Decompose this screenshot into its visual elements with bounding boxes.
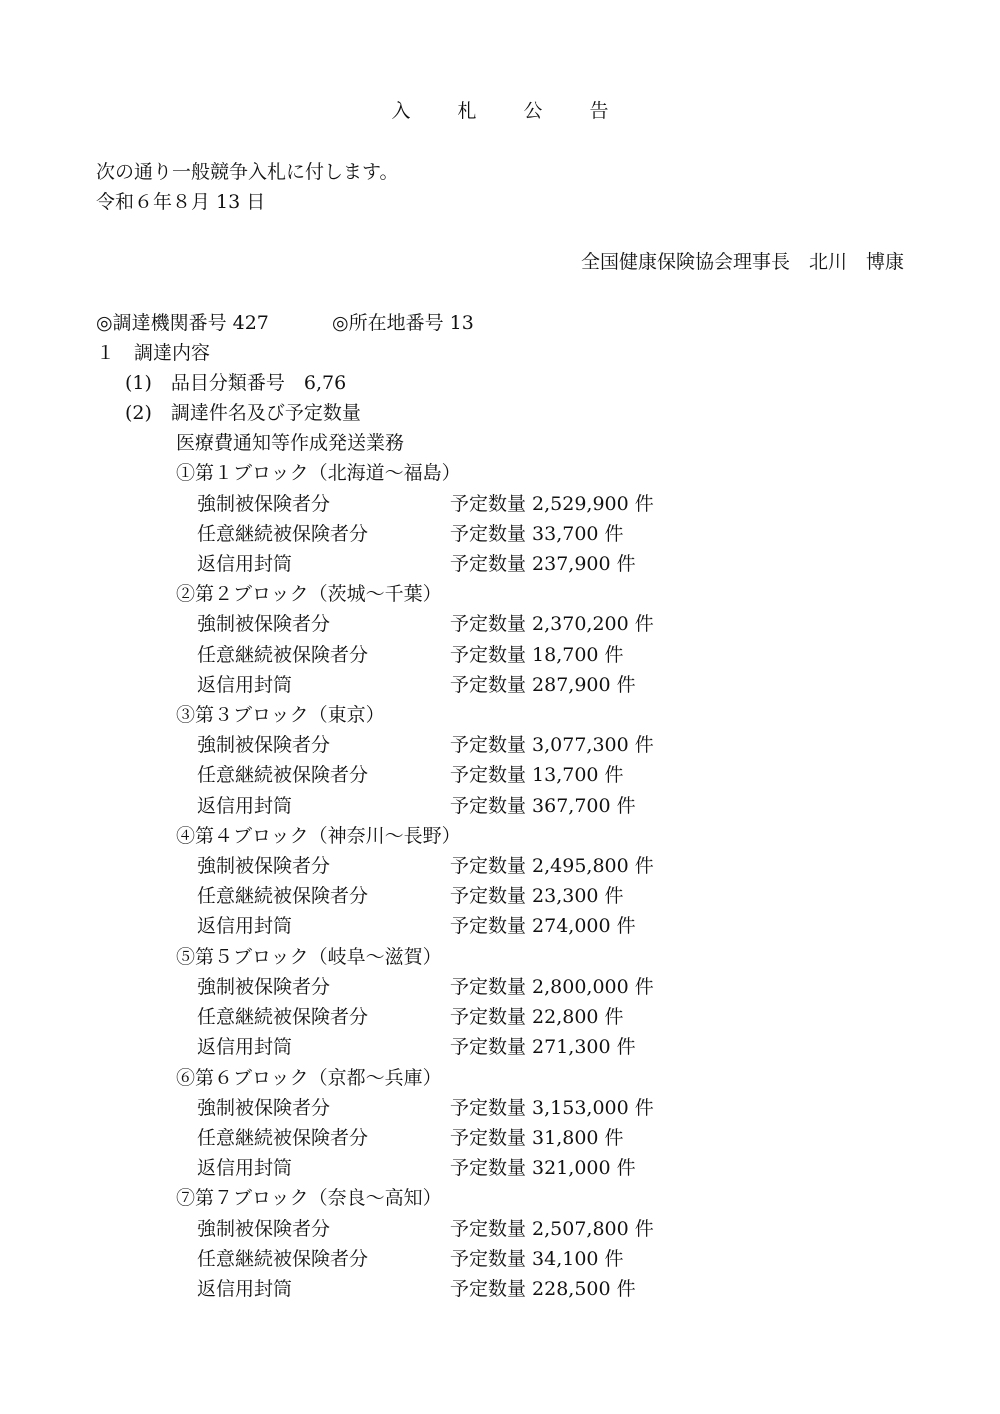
row-label: 返信用封筒 <box>197 1157 293 1179</box>
item-subject-quantity: (2) 調達件名及び予定数量 <box>125 402 361 424</box>
agency-number: ◎調達機関番号 427 <box>96 312 269 334</box>
intro-text: 次の通り一般競争入札に付します。 <box>96 161 399 183</box>
row-quantity: 予定数量 2,495,800 件 <box>450 855 654 877</box>
row-quantity: 予定数量 2,370,200 件 <box>450 613 654 635</box>
row-quantity: 予定数量 367,700 件 <box>450 795 636 817</box>
row-quantity: 予定数量 274,000 件 <box>450 915 636 937</box>
row-label: 返信用封筒 <box>197 1036 293 1058</box>
block-heading: ⑦第７ブロック（奈良～高知） <box>176 1187 442 1209</box>
page-title: 入 札 公 告 <box>391 100 623 122</box>
row-quantity: 予定数量 13,700 件 <box>450 764 624 786</box>
row-quantity: 予定数量 33,700 件 <box>450 523 624 545</box>
row-quantity: 予定数量 2,800,000 件 <box>450 976 654 998</box>
row-label: 強制被保険者分 <box>197 976 331 998</box>
item-classification: (1) 品目分類番号 6,76 <box>125 372 347 394</box>
row-quantity: 予定数量 228,500 件 <box>450 1278 636 1300</box>
block-heading: ③第３ブロック（東京） <box>176 704 385 726</box>
row-label: 任意継続被保険者分 <box>197 885 369 907</box>
row-label: 返信用封筒 <box>197 795 293 817</box>
block-heading: ⑥第６ブロック（京都～兵庫） <box>176 1067 442 1089</box>
row-label: 任意継続被保険者分 <box>197 523 369 545</box>
section-heading: １ 調達内容 <box>96 342 211 364</box>
row-quantity: 予定数量 321,000 件 <box>450 1157 636 1179</box>
row-label: 返信用封筒 <box>197 1278 293 1300</box>
row-quantity: 予定数量 3,077,300 件 <box>450 734 654 756</box>
row-label: 強制被保険者分 <box>197 613 331 635</box>
row-label: 強制被保険者分 <box>197 855 331 877</box>
row-label: 任意継続被保険者分 <box>197 764 369 786</box>
row-quantity: 予定数量 22,800 件 <box>450 1006 624 1028</box>
signatory: 全国健康保険協会理事長 北川 博康 <box>580 251 904 273</box>
row-quantity: 予定数量 2,529,900 件 <box>450 493 654 515</box>
row-quantity: 予定数量 271,300 件 <box>450 1036 636 1058</box>
block-heading: ⑤第５ブロック（岐阜～滋賀） <box>176 946 442 968</box>
row-label: 任意継続被保険者分 <box>197 1248 369 1270</box>
row-quantity: 予定数量 23,300 件 <box>450 885 624 907</box>
row-quantity: 予定数量 31,800 件 <box>450 1127 624 1149</box>
location-number: ◎所在地番号 13 <box>332 312 474 334</box>
block-heading: ④第４ブロック（神奈川～長野） <box>176 825 461 847</box>
row-label: 任意継続被保険者分 <box>197 644 369 666</box>
block-heading: ①第１ブロック（北海道～福島） <box>176 462 461 484</box>
row-label: 強制被保険者分 <box>197 734 331 756</box>
notice-date: 令和６年８月 13 日 <box>96 191 266 213</box>
row-quantity: 予定数量 18,700 件 <box>450 644 624 666</box>
row-label: 任意継続被保険者分 <box>197 1127 369 1149</box>
row-quantity: 予定数量 287,900 件 <box>450 674 636 696</box>
row-quantity: 予定数量 3,153,000 件 <box>450 1097 654 1119</box>
block-heading: ②第２ブロック（茨城～千葉） <box>176 583 442 605</box>
row-label: 強制被保険者分 <box>197 1218 331 1240</box>
row-quantity: 予定数量 2,507,800 件 <box>450 1218 654 1240</box>
row-label: 返信用封筒 <box>197 915 293 937</box>
row-label: 強制被保険者分 <box>197 493 331 515</box>
row-label: 任意継続被保険者分 <box>197 1006 369 1028</box>
row-quantity: 予定数量 237,900 件 <box>450 553 636 575</box>
procurement-subject: 医療費通知等作成発送業務 <box>176 432 405 454</box>
row-label: 強制被保険者分 <box>197 1097 331 1119</box>
row-label: 返信用封筒 <box>197 553 293 575</box>
row-quantity: 予定数量 34,100 件 <box>450 1248 624 1270</box>
row-label: 返信用封筒 <box>197 674 293 696</box>
